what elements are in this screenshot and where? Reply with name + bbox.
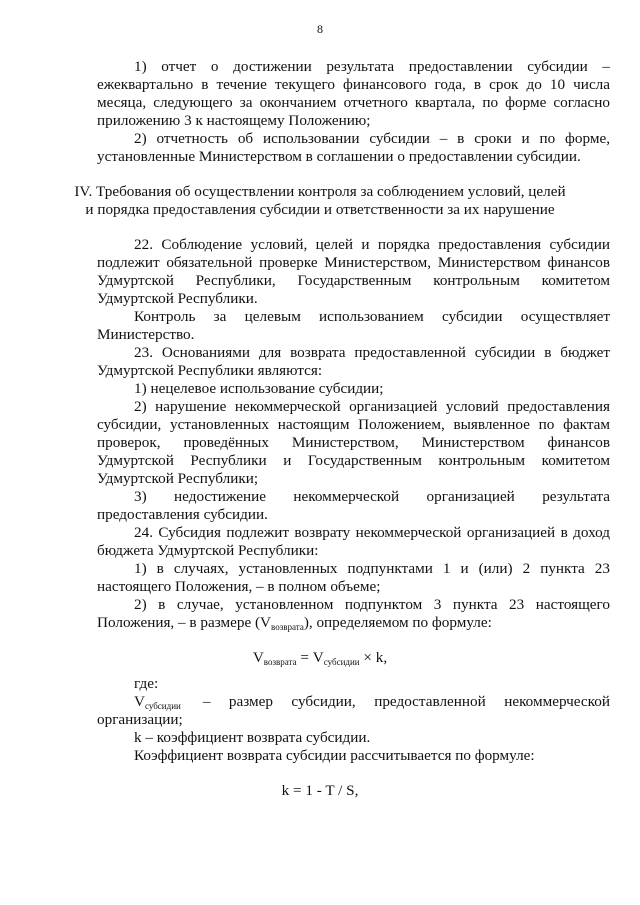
text-line: Министерство. — [97, 326, 195, 343]
text-line: 2) нарушение некоммерческой организацией условий предоставления — [134, 398, 610, 415]
text-line: Удмуртской Республики. — [97, 290, 258, 307]
text-line: 2) отчетность об использовании субсидии – в сроки и по форме, — [134, 130, 610, 147]
text-line: 1) нецелевое использование субсидии; — [134, 380, 384, 397]
text-line: ежеквартально в течение текущего финансового года, в срок до 10 числа — [97, 76, 610, 93]
text-line: 24. Субсидия подлежит возврату некоммерческой организацией в доход — [134, 524, 610, 541]
text-line: установленные Министерством в соглашении о предоставлении субсидии. — [97, 148, 581, 165]
text-fragment: ), определяемом по формуле: — [303, 614, 492, 631]
text-line: субсидии, установленных настоящим Положением, выявленное по фактам — [97, 416, 610, 433]
text-line: 23. Основаниями для возврата предоставленной субсидии в бюджет — [134, 344, 610, 361]
text-line: 22. Соблюдение условий, целей и порядка предоставления субсидии — [134, 236, 610, 253]
text-line: Удмуртской Республики и Государственным контрольным комитетом — [97, 452, 610, 469]
text-line: 2) в случае, установленном подпунктом 3 пункта 23 настоящего — [134, 596, 610, 613]
text-line: где: — [134, 675, 159, 692]
text-line: 3) недостижение некоммерческой организацией результата — [134, 488, 610, 505]
text-line: 1) отчет о достижении результата предоставлении субсидии – — [134, 58, 610, 75]
text-line: Коэффициент возврата субсидии рассчитывается по формуле: — [134, 747, 535, 764]
formula-subscript: возврата — [263, 657, 297, 667]
text-line: Удмуртской Республики являются: — [97, 362, 323, 379]
text-line: организации; — [97, 711, 183, 728]
text-line: предоставления субсидии. — [97, 506, 268, 523]
text-line: настоящего Положения, – в полном объеме; — [97, 578, 381, 595]
text-line: Удмуртской Республики, Государственным контрольным комитетом — [97, 272, 610, 289]
subscript: возврата — [271, 622, 304, 632]
formula-part: = V — [296, 649, 324, 666]
formula-part: × k, — [359, 649, 388, 666]
formula-part: V — [252, 649, 264, 666]
text-line: бюджета Удмуртской Республики: — [97, 542, 319, 559]
text-fragment: – размер субсидии, предоставленной некоммерческой — [202, 693, 610, 710]
definition-line — [134, 693, 610, 715]
text-line: 1) в случаях, установленных подпунктами 1 и (или) 2 пункта 23 — [134, 560, 610, 577]
formula-subscript: субсидии — [323, 657, 360, 667]
section-heading: IV. Требования об осуществлении контроля за соблюдением условий, целей — [74, 183, 566, 200]
text-fragment: Положения, – в размере (V — [97, 614, 272, 631]
text-line: подлежит обязательной проверке Министерством, Министерством финансов — [97, 254, 610, 271]
text-line: Контроль за целевым использованием субсидии осуществляет — [134, 308, 610, 325]
text-line: приложению 3 к настоящему Положению; — [97, 112, 371, 129]
text-line: Удмуртской Республики; — [97, 470, 259, 487]
text-line: проверок, проведённых Министерством, Министерством финансов — [97, 434, 610, 451]
text-line: месяца, следующего за окончанием отчетного квартала, по форме согласно — [97, 94, 610, 111]
text-line: k – коэффициент возврата субсидии. — [134, 729, 371, 746]
formula-coefficient: k = 1 - T / S, — [281, 782, 359, 799]
page-number: 8 — [317, 22, 323, 36]
section-heading: и порядка предоставления субсидии и ответственности за их нарушение — [85, 201, 555, 218]
text-line — [97, 614, 492, 636]
variable: $V_{субсидии}$ — [134, 693, 181, 711]
formula-return — [0, 649, 640, 671]
